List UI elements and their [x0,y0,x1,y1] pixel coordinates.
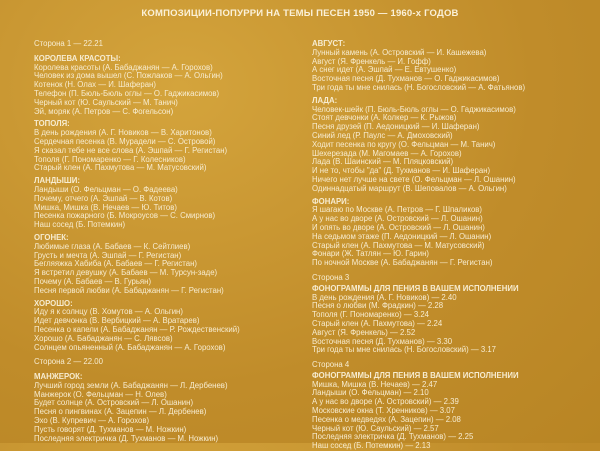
song-line: Почему (А. Бабаев — В. Гурьян) [34,276,152,286]
song-line: А снег идет (А. Эшпай — Е. Евтушенко) [312,65,457,75]
medley-title: ФОНАРИ: [312,196,350,206]
song-line: Будет солнце (А. Островский — Л. Ошанин) [34,398,194,408]
song-line: Лунный камень (А. Островский — И. Кашежева) [312,47,487,57]
song-line: Три года ты мне снилась (Н. Богословский) — 3.17 [312,345,497,355]
song-line: Песня друзей (П. Аедоницкий — И. Шаферан) [312,122,480,132]
song-line: На седьмом этаже (П. Аедоницкий — Л. Ошанин) [312,231,492,241]
song-line: Ходит песенка по кругу (О. Фельцман — М. Танич) [312,139,496,149]
song-line: Стоят девчонки (А. Колкер — К. Рыжов) [312,113,457,123]
song-line: Идет девчонка (В. Вербицкий — А. Вратарев) [34,316,200,326]
song-line: Старый клен (А. Пахмутова) — 2.24 [312,318,443,328]
song-line: Восточная песня (Д. Тухманов) — 3.30 [312,336,453,346]
song-line: Я сказал тебе не все слова (А. Эшпай — Г. Регистан) [34,145,228,155]
song-line: Человек из дома вышел (С. Пожлаков — А. Ольгин) [34,71,223,81]
song-line: Одиннадцатый маршрут (В. Шеповалов — А. Ольгин) [312,183,507,193]
song-line: По ночной Москве (А. Бабаджанян — Г. Регистан) [312,258,493,268]
song-line: Шехерезада (М. Магомаев — А. Горохов) [312,148,462,158]
song-line: Человек-шейк (П. Бюль-Бюль оглы — О. Гаджикасимов) [312,104,516,114]
song-line: Тополя (Г. Пономаренко — Г. Колесников) [34,154,186,164]
song-line: Мишка, Мишка (В. Нечаев) — 2.47 [312,379,438,389]
song-line: Почему, отчего (А. Эшпай — В. Котов) [34,193,173,203]
medley-title: ТОПОЛЯ: [34,119,70,129]
side-1-label: Сторона 1 — 22.21 [34,39,103,48]
song-line: Песня о пингвинах (А. Зацепин — Л. Дербенев) [34,407,207,417]
song-line: Бегляяжка Хабиба (А. Бабаев — Г. Регистан) [34,259,197,269]
song-line: Последняя электричка (Д. Тухманов — М. Ножкин) [34,433,219,443]
song-line: Последняя электричка (Д. Тухманов) — 2.25 [312,432,474,442]
song-line: Восточная песня (Д. Тухманов — О. Гаджикасимов) [312,74,500,84]
song-line: Я шагаю по Москве (А. Петров — Г. Шпаликов) [312,205,483,215]
song-line: Песенка пожарного (Б. Мокроусов — С. Смирнов) [34,211,216,221]
song-line: Три года ты мне снилась (Н. Богословский — А. Фатьянов) [312,82,526,92]
song-line: Эхо (В. Купревич — А. Горохов) [34,416,150,426]
song-line: Песенка о медведях (А. Зацепин) — 2.08 [312,414,461,424]
song-line: Ландыши (О. Фельцман) — 2.10 [312,388,429,398]
song-line: Фонари (Ж. Татлян — Ю. Гарин) [312,249,429,259]
song-line: В день рождения (А. Г. Новиков — В. Харитонов) [34,128,212,138]
song-line: Пусть говорят (Д. Тухманов — М. Ножкин) [34,424,187,434]
medley-title: ЛАДА: [312,95,338,105]
medley-title: АВГУСТ: [312,39,346,48]
song-line: Синий лед (Р. Паулс — А. Дмоховский) [312,130,453,140]
cover-title: КОМПОЗИЦИИ-ПОПУРРИ НА ТЕМЫ ПЕСЕН 1950 — 1960-х ГОДОВ [141,8,459,19]
song-line: Любимые глаза (А. Бабаев — К. Сейтлиев) [34,241,191,251]
song-line: Песенка о капели (А. Бабаджанян — Р. Рождественский) [34,324,240,334]
song-line: Черный кот (Ю. Саульский) — 2.57 [312,423,439,433]
song-line: Старый клен (А. Пахмутова — М. Матусовский) [34,163,207,173]
medley-title: ЛАНДЫШИ: [34,176,80,186]
song-line: И опять во дворе (А. Островский — Л. Ошанин) [312,222,485,232]
song-line: Телефон (П. Бюль-Бюль оглы — О. Гаджикасимов) [34,88,220,98]
song-line: Лучший город земли (А. Бабаджанян — Л. Дербенев) [34,380,228,390]
song-line: Московские окна (Т. Хренников) — 3.07 [312,406,455,416]
song-line: В день рождения (А. Г. Новиков) — 2.40 [312,292,457,302]
song-line: Черный кот (Ю. Саульский — М. Танич) [34,97,178,107]
song-line: Старый клен (А. Пахмутова — М. Матусовский) [312,240,485,250]
medley-title: МАНЖЕРОК: [34,372,83,382]
song-line: Сердечная песенка (В. Мурадели — С. Островой) [34,136,216,146]
song-line: Эй, моряк (А. Петров — С. Фогельсон) [34,106,174,116]
song-line: Хорошо (А. Бабаджанян — С. Лявсов) [34,333,173,343]
song-line: Я встретил девушку (А. Бабаев — М. Турсун-заде) [34,268,218,278]
side-4-label: Сторона 4 [312,360,350,370]
song-line: Наш сосед (Б. Потемкин) [34,220,126,230]
song-line: Грусть и мечта (А. Эшпай — Г. Регистан) [34,250,182,260]
right-column [312,40,597,451]
song-line: Ничего нет лучше на свете (О. Фельцман — Л. Ошанин) [312,174,516,184]
medley-title: ХОРОШО: [34,298,73,308]
song-line: Иду я к солнцу (В. Хомутов — А. Ольгин) [34,307,183,317]
side-3-label: Сторона 3 [312,272,350,282]
song-line: Август (Я. Френкель) — 2.52 [312,327,416,337]
song-line: Ландыши (О. Фельцман — О. Фадеева) [34,184,178,194]
song-line: Лада (В. Шаинский — М. Пляцковский) [312,157,454,167]
section-title: ФОНОГРАММЫ ДЛЯ ПЕНИЯ В ВАШЕМ ИСПОЛНЕНИИ [312,283,519,293]
side-2-label: Сторона 2 — 22.00 [34,357,103,367]
song-line: Манжерок (О. Фельцман — Н. Олев) [34,389,167,399]
section-title: ФОНОГРАММЫ ДЛЯ ПЕНИЯ В ВАШЕМ ИСПОЛНЕНИИ [312,370,519,380]
song-line: Песня о любви (М. Фрадкин) — 2.28 [312,301,444,311]
song-line: Мишка, Мишка (В. Нечаев — Ю. Титов) [34,202,177,212]
song-line: И не то, чтобы "да" (Д. Тухманов — И. Шаферан) [312,166,491,176]
song-line: Солнцем опьяненный (А. Бабаджанян — А. Горохов) [34,342,226,352]
song-line: Котенок (Н. Олах — И. Шаферан) [34,80,156,90]
medley-title: ОГОНЕК: [34,232,69,242]
song-line: Август (Я. Френкель — И. Гофф) [312,56,431,66]
song-line: Королева красоты (А. Бабаджанян — А. Горохов) [34,62,213,72]
left-column [34,40,294,443]
song-line: Наш сосед (Б. Потемкин) — 2.13 [312,441,431,451]
song-line: А у нас во дворе (А. Островский — Л. Ошанин) [312,214,483,224]
song-line: А у нас во дворе (А. Островский) — 2.39 [312,397,459,407]
song-line: Песня первой любви (А. Бабаджанян — Г. Регистан) [34,285,224,295]
song-line: Тополя (Г. Пономаренко) — 3.24 [312,310,430,320]
medley-title: КОРОЛЕВА КРАСОТЫ: [34,53,121,63]
